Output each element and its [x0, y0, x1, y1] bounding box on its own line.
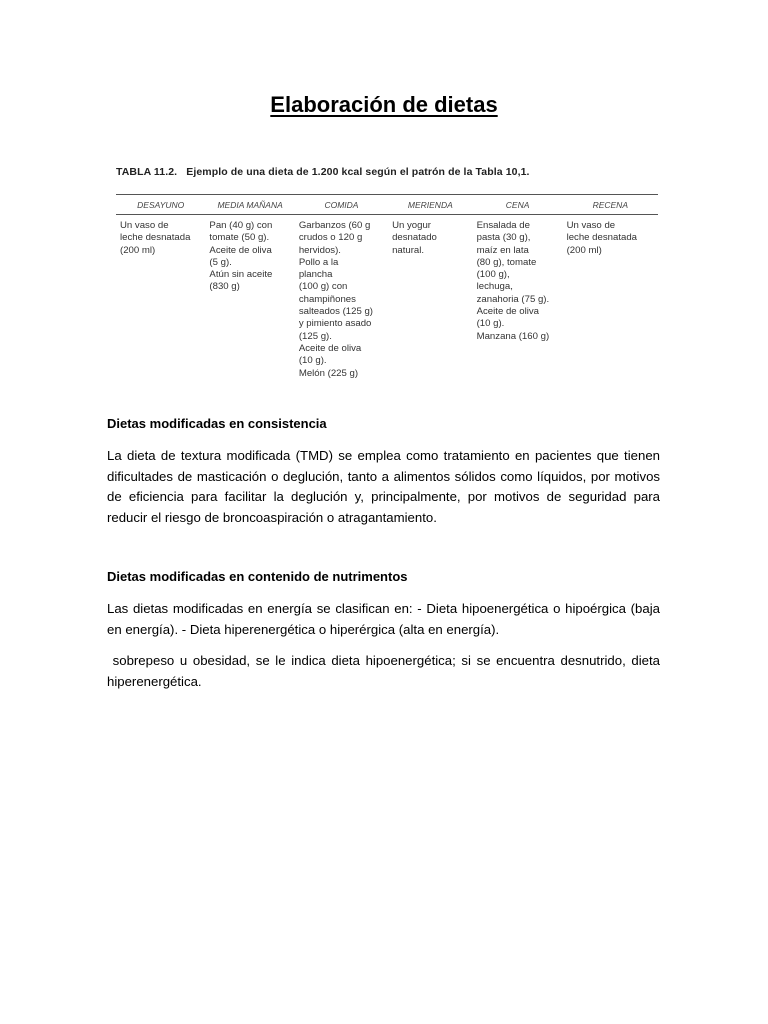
cell-cena: Ensalada de pasta (30 g), maíz en lata (80 g), tomate (100 g), lechuga, zanahoria (75 g). Aceite de oliva (10 g). Manzana (160 g)	[476, 220, 550, 342]
table-row	[116, 215, 658, 380]
cell-comida: Garbanzos (60 g crudos o 120 g hervidos). Pollo a la plancha (100 g) con champiñones salteados (125 g) y pimiento asado (125 g). Aceite de oliva (10 g). Melón (225 g)	[298, 220, 373, 379]
cell-merienda: Un yogur desnatado natural.	[392, 220, 437, 256]
cell-desayuno: Un vaso de leche desnatada (200 ml)	[120, 220, 191, 256]
section-heading-consistencia: Dietas modificadas en consistencia	[107, 416, 327, 431]
column-header-media-manana: MEDIA MAÑANA	[205, 195, 294, 215]
paragraph-energia: Las dietas modificadas en energía se clasifican en: - Dieta hipoenergética o hipoérgica (baja en energía). - Dieta hiperenergética o hiperérgica (alta en energía).	[107, 601, 660, 637]
diet-table	[116, 194, 658, 380]
page-title: Elaboración de dietas	[270, 92, 498, 117]
diet-table-figure	[116, 166, 658, 380]
table-caption-text: Ejemplo de una dieta de 1.200 kcal según el patrón de la Tabla 10,1.	[186, 166, 530, 178]
paragraph-consistencia: La dieta de textura modificada (TMD) se emplea como tratamiento en pacientes que tienen dificultades de masticación o deglución, tanto a alimentos sólidos como líquidos, por motivos de eficiencia para facilitar la deglución y, principalmente, por motivos de seguridad para reducir el riesgo de broncoaspiración o atragantamiento.	[107, 448, 660, 525]
paragraph-indicacion: sobrepeso u obesidad, se le indica dieta hipoenergética; si se encuentra desnutrido, dieta hiperenergética.	[107, 653, 664, 689]
section-heading-nutrimentos: Dietas modificadas en contenido de nutrimentos	[107, 569, 408, 584]
cell-recena: Un vaso de leche desnatada (200 ml)	[566, 220, 637, 256]
column-header-cena: CENA	[473, 195, 563, 215]
column-header-merienda: MERIENDA	[388, 195, 473, 215]
column-header-recena: RECENA	[563, 195, 658, 215]
table-header-row	[116, 195, 658, 215]
cell-media-manana: Pan (40 g) con tomate (50 g). Aceite de oliva (5 g). Atún sin aceite (830 g)	[209, 220, 273, 293]
column-header-desayuno: DESAYUNO	[116, 195, 205, 215]
table-caption-label: TABLA 11.2.	[116, 166, 178, 178]
column-header-comida: COMIDA	[295, 195, 388, 215]
table-caption	[116, 166, 658, 178]
